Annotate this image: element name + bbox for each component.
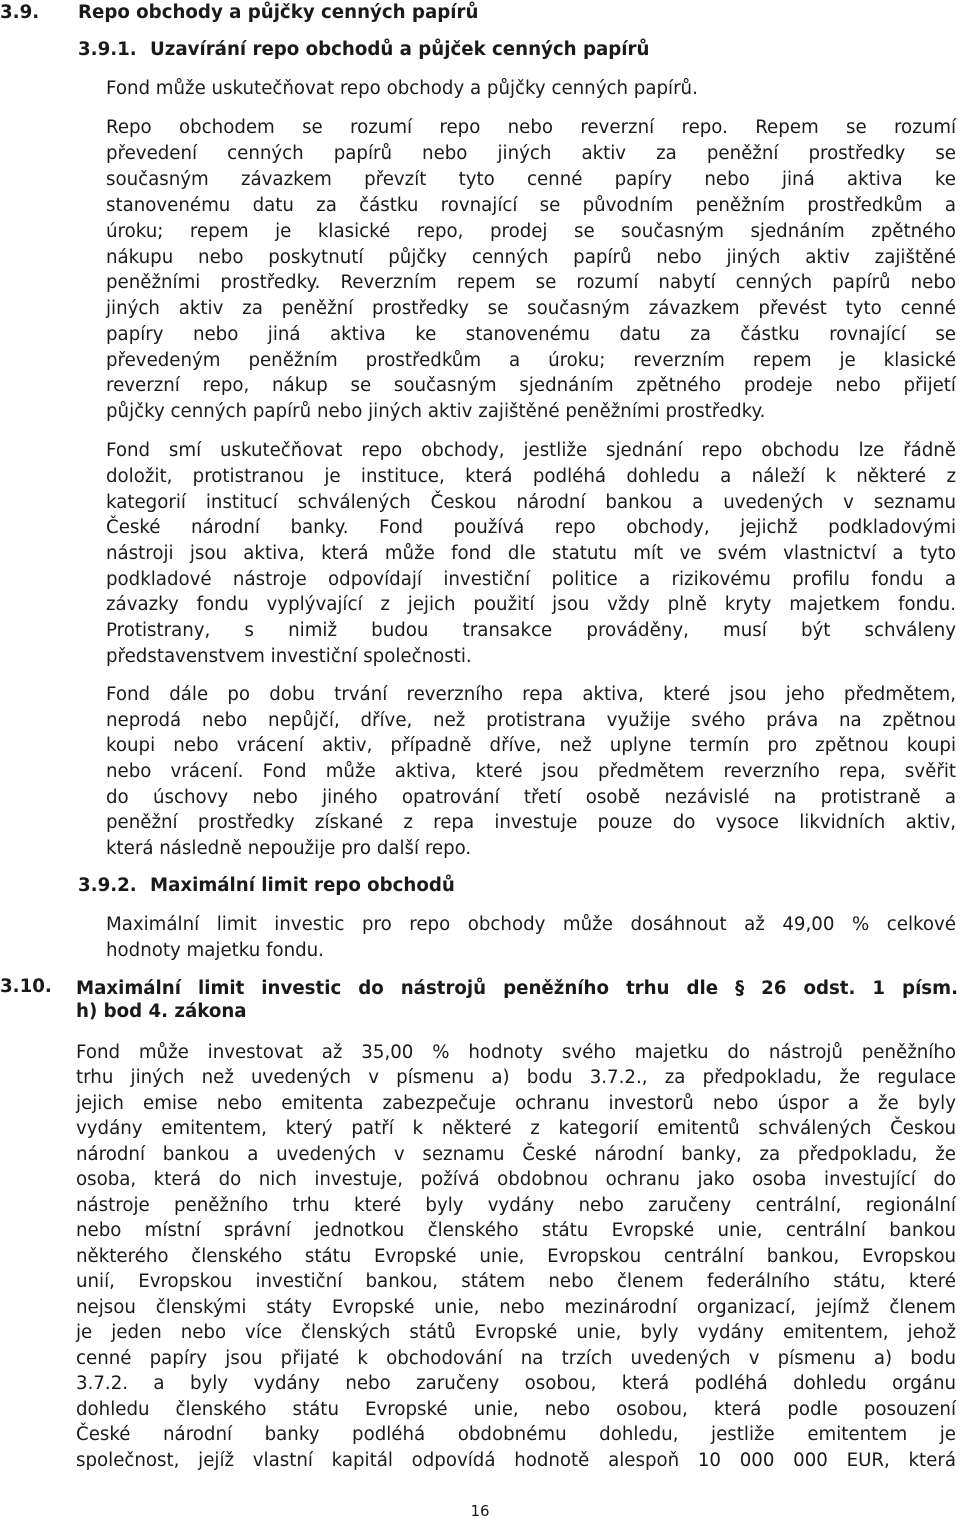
paragraph-line: půjčky cenných papírů nebo jiných aktiv zajištěné peněžními prostředky.	[106, 401, 766, 422]
section-number: 3.10.	[0, 976, 52, 997]
paragraph-line: stanovenému datu za částku rovnající se původním peněžním prostředkům a	[106, 195, 956, 216]
paragraph-line: peněžní prostředky získané z repa investuje pouze do vysoce likvidních aktiv,	[106, 812, 956, 833]
paragraph-line: České národní banky. Fond používá repo obchody, jejichž podkladovými	[106, 517, 956, 538]
paragraph-line: Protistrany, s nimiž budou transakce prováděny, musí být schváleny	[106, 620, 956, 641]
paragraph-line: unií, Evropskou investiční bankou, státem nebo členem federálního státu, které	[76, 1271, 956, 1292]
paragraph-line: vydány emitentem, který patří k některé z kategorií emitentů schválených Českou	[76, 1118, 956, 1139]
section-title-continued: h) bod 4. zákona	[76, 1001, 247, 1022]
paragraph-line: jejich emise nebo emitenta zabezpečuje ochranu investorů nebo úspor a že byly	[76, 1093, 956, 1114]
section-3-9-heading	[0, 2, 700, 28]
paragraph-line: současným závazkem převzít tyto cenné papíry nebo jiná aktiva ke	[106, 169, 956, 190]
paragraph-line: úroku; repem je klasické repo, prodej se současným sjednáním zpětného	[106, 221, 956, 242]
paragraph-line: Fond smí uskutečňovat repo obchody, jestliže sjednání repo obchodu lze řádně	[106, 440, 956, 461]
paragraph-line: papíry nebo jiná aktiva ke stanovenému datu za částku rovnající se	[106, 324, 956, 345]
paragraph-line: nebo místní správní jednotkou členského státu Evropské unie, centrální bankou	[76, 1220, 956, 1241]
paragraph-line: je jeden nebo více členských států Evropské unie, byly vydány emitentem, jehož	[76, 1322, 956, 1343]
paragraph-line: představenstvem investiční společnosti.	[106, 646, 472, 667]
paragraph-line: reverzní repo, nákup se současným sjednáním zpětného prodeje nebo přijetí	[106, 375, 956, 396]
paragraph-line: Fond může investovat až 35,00 % hodnoty svého majetku do nástrojů peněžního	[76, 1042, 956, 1063]
paragraph-line: neprodá nebo nepůjčí, dříve, než protistrana využije svého práva na zpětnou	[106, 710, 956, 731]
paragraph-line: koupi nebo vrácení aktiv, případně dříve, než uplyne termín pro zpětnou koupi	[106, 735, 956, 756]
paragraph-line: osoba, která do nich investuje, požívá obdobnou ochranu jako osoba investující do	[76, 1169, 956, 1190]
paragraph-line: nejsou členskými státy Evropské unie, nebo mezinárodní organizací, jejímž členem	[76, 1297, 956, 1318]
paragraph-line: do úschovy nebo jiného opatrování třetí osobě nezávislé na protistraně a	[106, 787, 956, 808]
paragraph-line: Fond může uskutečňovat repo obchody a půjčky cenných papírů.	[106, 78, 698, 99]
paragraph-line: doložit, protistranou je instituce, která podléhá dohledu a náleží k některé z	[106, 466, 956, 487]
section-number: 3.9.1.	[78, 39, 137, 60]
paragraph-line: která následně nepoužije pro další repo.	[106, 838, 472, 859]
paragraph-line: České národní banky podléhá obdobnému dohledu, jestliže emitentem je	[76, 1424, 956, 1445]
paragraph-line: převedení cenných papírů nebo jiných aktiv za peněžní prostředky se	[106, 143, 956, 164]
section-3-10-heading	[0, 976, 958, 1028]
page-number: 16	[470, 1502, 490, 1520]
paragraph-line: trhu jiných než uvedených v písmenu a) bodu 3.7.2., za předpokladu, že regulace	[76, 1067, 956, 1088]
paragraph-line: Repo obchodem se rozumí repo nebo reverzní repo. Repem se rozumí	[106, 117, 956, 138]
section-title: Repo obchody a půjčky cenných papírů	[78, 2, 479, 23]
paragraph-line: převedeným peněžním prostředkům a úroku; reverzním repem je klasické	[106, 350, 956, 371]
section-number: 3.9.2.	[78, 875, 137, 896]
section-3-9-1-heading	[78, 39, 878, 65]
section-3-9-2-heading	[78, 875, 778, 901]
paragraph-line: peněžními prostředky. Reverzním repem se rozumí nabytí cenných papírů nebo	[106, 272, 956, 293]
paragraph-line: některého členského státu Evropské unie, Evropskou centrální bankou, Evropskou	[76, 1246, 956, 1267]
section-title: Uzavírání repo obchodů a půjček cenných papírů	[150, 39, 650, 60]
paragraph-line: 3.7.2. a byly vydány nebo zaručeny osobou, která podléhá dohledu orgánu	[76, 1373, 956, 1394]
paragraph-line: nástroje peněžního trhu které byly vydány nebo zaručeny centrální, regionální	[76, 1195, 956, 1216]
paragraph-line: podkladové nástroje odpovídají investiční politice a rizikovému profilu fondu a	[106, 569, 956, 590]
paragraph-line: hodnoty majetku fondu.	[106, 940, 324, 961]
paragraph-line: nákupu nebo poskytnutí půjčky cenných papírů nebo jiných aktiv zajištěné	[106, 247, 956, 268]
paragraph-line: nebo vrácení. Fond může aktiva, které jsou předmětem reverzního repa, svěřit	[106, 761, 956, 782]
paragraph-line: Fond dále po dobu trvání reverzního repa aktiva, které jsou jeho předmětem,	[106, 684, 956, 705]
section-title: Maximální limit repo obchodů	[150, 875, 455, 896]
paragraph-line: národní bankou a uvedených v seznamu České národní banky, za předpokladu, že	[76, 1144, 956, 1165]
paragraph-line: cenné papíry jsou přijaté k obchodování na trzích uvedených v písmenu a) bodu	[76, 1348, 956, 1369]
section-title: Maximální limit investic do nástrojů peněžního trhu dle § 26 odst. 1 písm.	[76, 978, 958, 999]
paragraph-line: nástroji jsou aktiva, která může fond dle statutu mít ve svém vlastnictví a tyto	[106, 543, 956, 564]
paragraph-line: jiných aktiv za peněžní prostředky se současným závazkem převést tyto cenné	[106, 298, 956, 319]
paragraph-line: závazky fondu vyplývající z jejich použití jsou vždy plně kryty majetkem fondu.	[106, 594, 956, 615]
paragraph-line: Maximální limit investic pro repo obchody může dosáhnout až 49,00 % celkové	[106, 914, 956, 935]
section-number: 3.9.	[0, 2, 40, 23]
paragraph-line: kategorií institucí schválených Českou národní bankou a uvedených v seznamu	[106, 492, 956, 513]
paragraph-line: dohledu členského státu Evropské unie, nebo osobou, která podle posouzení	[76, 1399, 956, 1420]
paragraph-line: společnost, jejíž vlastní kapitál odpovídá hodnotě alespoň 10 000 000 EUR, která	[76, 1450, 956, 1471]
